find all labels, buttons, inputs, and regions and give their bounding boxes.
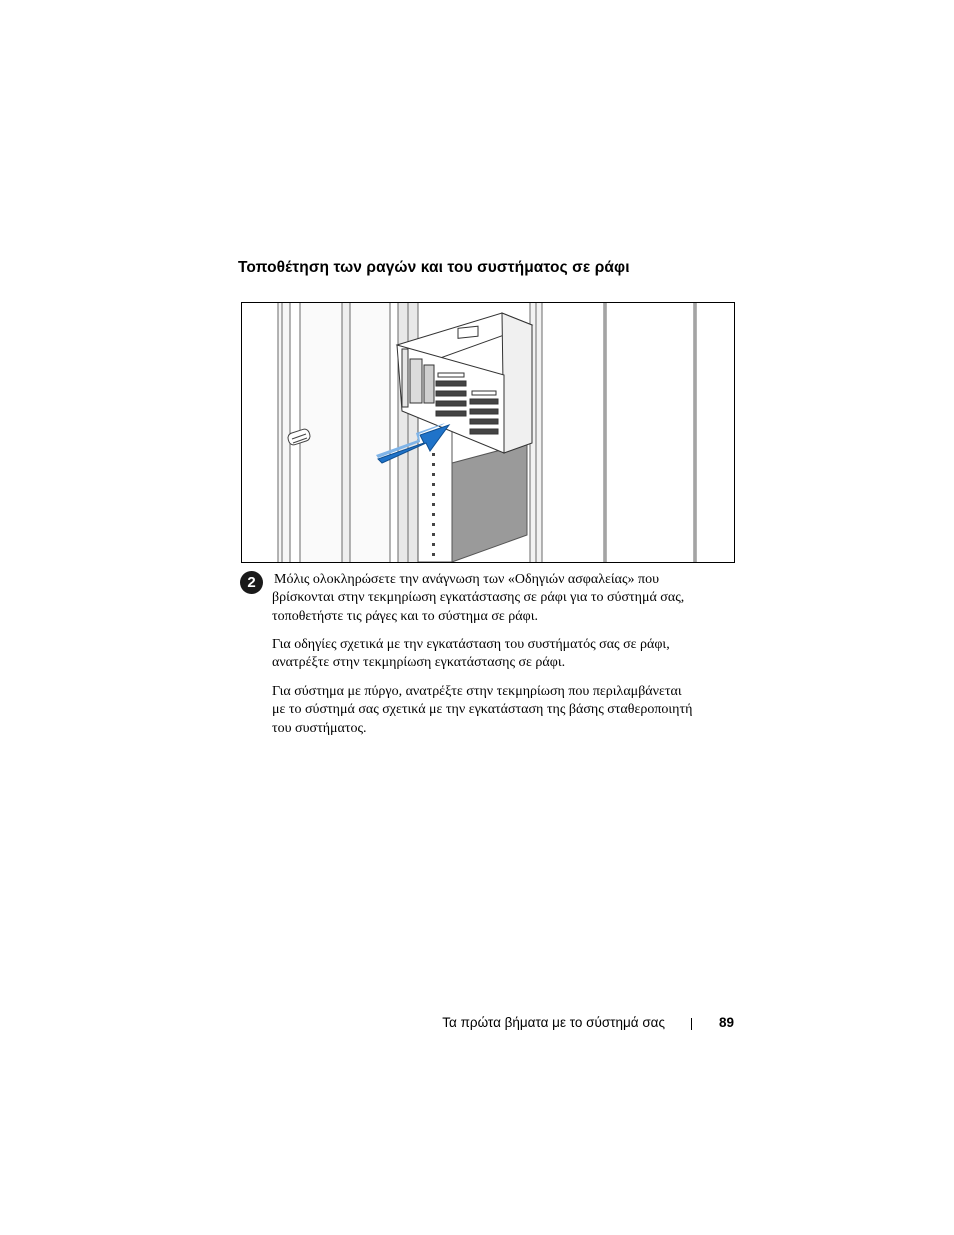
text-line: Μόλις ολοκληρώσετε την ανάγνωση των «Οδηγιών ασφαλείας» που [274, 572, 660, 587]
rack-installation-figure [241, 302, 735, 563]
footer-chapter-title: Τα πρώτα βήματα με το σύστημά σας [442, 1015, 665, 1030]
step-paragraph-2 [272, 636, 742, 673]
footer-separator [691, 1018, 692, 1030]
step-number-badge: 2 [240, 571, 263, 594]
page-number: 89 [719, 1015, 735, 1030]
text-line: Για οδηγίες σχετικά με την εγκατάσταση του συστήματός σας σε ράφι, [272, 637, 670, 652]
text-line: τοποθετήστε τις ράγες και το σύστημα σε ράφι. [272, 608, 538, 624]
section-heading: Τοποθέτηση των ραγών και του συστήματος σε ράφι [238, 259, 630, 276]
text-line: βρίσκονται στην τεκμηρίωση εγκατάστασης σε ράφι για το σύστημά σας, [272, 590, 685, 606]
step-paragraph-3 [272, 683, 742, 738]
step-paragraph-1 [272, 571, 742, 626]
text-line: Για σύστημα με πύργο, ανατρέξτε στην τεκμηρίωση που περιλαμβάνεται [272, 684, 682, 699]
text-line: ανατρέξτε στην τεκμηρίωση εγκατάστασης σε ράφι. [272, 655, 566, 671]
text-line: με το σύστημά σας σχετικά με την εγκατάσταση της βάσης σταθεροποιητή [272, 702, 693, 718]
text-line: του συστήματος. [272, 720, 367, 736]
